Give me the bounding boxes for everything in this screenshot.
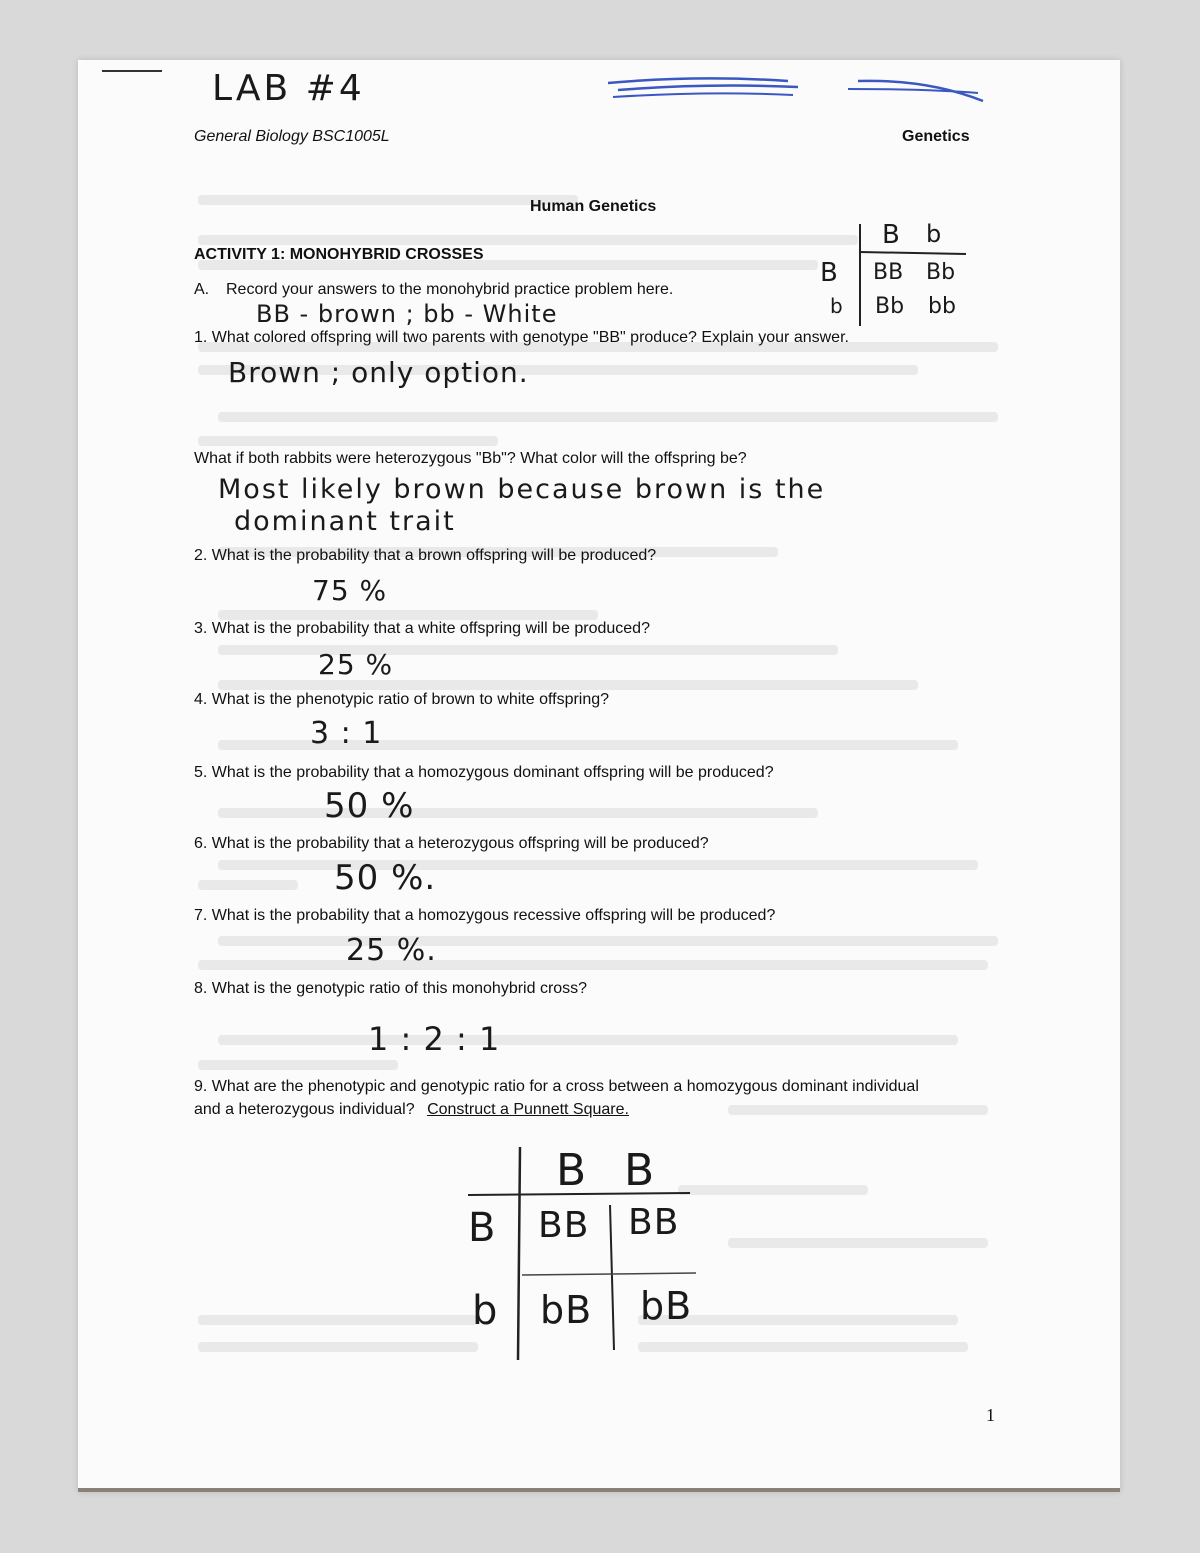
question-6: 6. What is the probability that a heterozygous offspring will be produced? xyxy=(194,835,709,852)
answer-1b-line2: dominant trait xyxy=(234,506,456,537)
question-9-line2 xyxy=(194,1101,629,1119)
part-a-answer: BB - brown ; bb - White xyxy=(256,300,558,328)
big-punnett-row1-label: B xyxy=(468,1205,497,1251)
answer-4: 3 : 1 xyxy=(310,716,383,751)
answer-8: 1 : 2 : 1 xyxy=(368,1020,501,1058)
question-7: 7. What is the probability that a homozygous recessive offspring will be produced? xyxy=(194,907,776,924)
small-punnett-row1-label: B xyxy=(820,258,838,288)
question-8: 8. What is the genotypic ratio of this monohybrid cross? xyxy=(194,980,588,997)
answer-1b: Most likely brown because brown is the xyxy=(218,474,826,505)
answer-2: 75 % xyxy=(312,574,388,607)
small-punnett-cell: Bb xyxy=(875,294,905,319)
part-a-letter: A. xyxy=(194,281,210,298)
big-punnett-cell: bB xyxy=(640,1284,693,1328)
part-a-prompt: Record your answers to the monohybrid practice problem here. xyxy=(226,281,674,298)
page-number: 1 xyxy=(986,1405,995,1425)
question-4: 4. What is the phenotypic ratio of brown to white offspring? xyxy=(194,691,610,708)
small-punnett-top-1: B xyxy=(882,220,900,250)
answer-7: 25 %. xyxy=(346,933,437,968)
question-3: 3. What is the probability that a white offspring will be produced? xyxy=(194,620,650,637)
corner-mark xyxy=(102,70,162,72)
question-9-instruction: Construct a Punnett Square. xyxy=(427,1101,629,1118)
question-9: 9. What are the phenotypic and genotypic ratio for a cross between a homozygous dominant individual xyxy=(194,1078,919,1095)
big-punnett-cell: BB xyxy=(628,1202,680,1243)
small-punnett-cell: Bb xyxy=(926,260,956,285)
question-1: 1. What colored offspring will two parents with genotype "BB" produce? Explain your answer. xyxy=(194,329,849,346)
question-9-text2: and a heterozygous individual? xyxy=(194,1101,415,1118)
big-punnett-grid xyxy=(458,1145,728,1365)
answer-1: Brown ; only option. xyxy=(228,356,529,389)
small-punnett-cell: bb xyxy=(928,294,956,319)
small-punnett-row2-label: b xyxy=(830,294,843,318)
lab-title: LAB #4 xyxy=(212,68,365,109)
big-punnett-cell: bB xyxy=(540,1288,593,1332)
small-punnett-top-2: b xyxy=(926,220,942,248)
big-punnett-top-2: B xyxy=(624,1145,656,1196)
course-name: General Biology BSC1005L xyxy=(194,128,390,145)
activity-title: ACTIVITY 1: MONOHYBRID CROSSES xyxy=(194,246,484,263)
scribble-mark xyxy=(598,65,998,115)
answer-6: 50 %. xyxy=(334,858,437,898)
answer-5: 50 % xyxy=(324,786,415,826)
big-punnett-top-1: B xyxy=(556,1145,588,1196)
big-punnett-row2-label: b xyxy=(472,1288,499,1334)
question-5: 5. What is the probability that a homozygous dominant offspring will be produced? xyxy=(194,764,774,781)
question-1b: What if both rabbits were heterozygous "Bb"? What color will the offspring be? xyxy=(194,450,747,467)
subject-label: Genetics xyxy=(902,128,970,145)
worksheet-page xyxy=(78,60,1120,1492)
answer-3: 25 % xyxy=(318,648,394,681)
question-2: 2. What is the probability that a brown offspring will be produced? xyxy=(194,547,657,564)
section-title: Human Genetics xyxy=(530,198,657,215)
small-punnett-cell: BB xyxy=(873,260,904,285)
big-punnett-cell: BB xyxy=(538,1205,590,1246)
